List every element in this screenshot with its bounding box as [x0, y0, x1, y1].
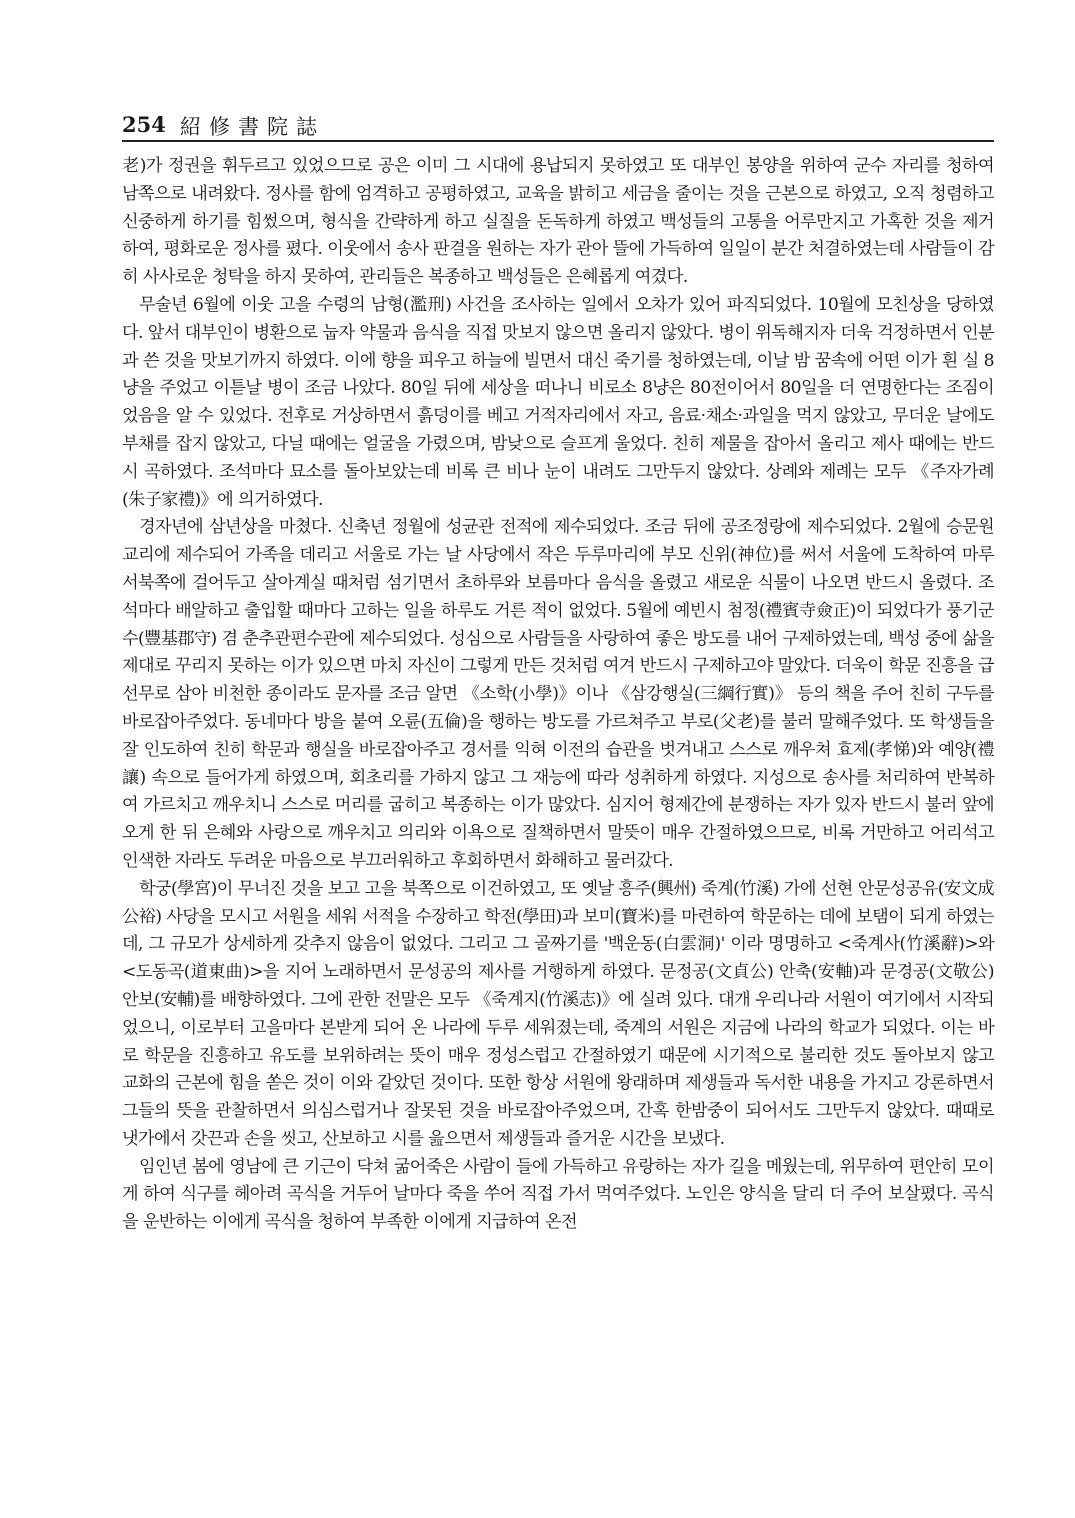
paragraph-continued: 老)가 정권을 휘두르고 있었으므로 공은 이미 그 시대에 용납되지 못하였고 또 대부인 봉양을 위하여 군수 자리를 청하여 남쪽으로 내려왔다. 정사를 함에 엄격하고 공평하였고, 교육을 밝히고 세금을 줄이는 것을 근본으로 하였고, 오직 청렴하고 신중하게 하기를 힘썼으며, 형식을 간략하게 하고 실질을 돈독하게 하였고 백성들의 고통을 어루만지고 가혹한 것을 제거하여, 평화로운 정사를 폈다. 이웃에서 송사 판결을 원하는 자가 관아 뜰에 가득하여 일일이 분간 처결하였는데 사람들이 감히 사사로운 청탁을 하지 못하여, 관리들은 복종하고 백성들은 은혜롭게 여겼다. — [122, 156, 994, 288]
paragraph: 경자년에 삼년상을 마쳤다. 신축년 정월에 성균관 전적에 제수되었다. 조금 뒤에 공조정랑에 제수되었다. 2월에 승문원 교리에 제수되어 가족을 데리고 서울로 가는 날 사당에서 작은 두루마리에 부모 신위(神位)를 써서 서울에 도착하여 마루 서북쪽에 걸어두고 살아계실 때처럼 섬기면서 초하루와 보름마다 음식을 올렸고 새로운 식물이 나오면 반드시 올렸다. 조석마다 배알하고 출입할 때마다 고하는 일을 하루도 거른 적이 없었다. 5월에 예빈시 첨정(禮賓寺僉正)이 되었다가 풍기군수(豐基郡守) 겸 춘추관편수관에 제수되었다. 성심으로 사람들을 사랑하여 좋은 방도를 내어 구제하였는데, 백성 중에 삶을 제대로 꾸리지 못하는 이가 있으면 마치 자신이 그렇게 만든 것처럼 여겨 반드시 구제하고야 말았다. 더욱이 학문 진흥을 급선무로 삼아 비천한 종이라도 문자를 조금 알면 《소학(小學)》이나 《삼강행실(三綱行實)》 등의 책을 주어 친히 구두를 바로잡아주었다. 동네마다 방을 붙여 오륜(五倫)을 행하는 방도를 가르쳐주고 부로(父老)를 불러 말해주었다. 또 학생들을 잘 인도하여 친히 학문과 행실을 바로잡아주고 경서를 익혀 이전의 습관을 벗겨내고 스스로 깨우쳐 효제(孝悌)와 예양(禮讓) 속으로 들어가게 하였으며, 회초리를 가하지 않고 그 재능에 따라 성취하게 하였다. 지성으로 송사를 처리하여 반복하여 가르치고 깨우치니 스스로 머리를 굽히고 복종하는 이가 많았다. 심지어 형제간에 분쟁하는 자가 있자 반드시 불러 앞에 오게 한 뒤 은혜와 사랑으로 깨우치고 의리와 이욕으로 질책하면서 말뜻이 매우 간절하였으므로, 비록 거만하고 어리석고 인색한 자라도 두려운 마음으로 부끄러워하고 후회하면서 화해하고 물러갔다. — [122, 517, 994, 871]
book-title: 紹修書院誌 — [180, 115, 325, 139]
running-header — [122, 110, 994, 142]
paragraph: 임인년 봄에 영남에 큰 기근이 닥쳐 굶어죽은 사람이 들에 가득하고 유랑하는 자가 길을 메웠는데, 위무하여 편안히 모이게 하여 식구를 헤아려 곡식을 거두어 날마다 죽을 쑤어 직접 가서 먹여주었다. 노인은 양식을 달리 더 주어 보살폈다. 곡식을 운반하는 이에게 곡식을 청하여 부족한 이에게 지급하여 온전 — [122, 1156, 994, 1233]
page-number: 254 — [122, 112, 166, 137]
paragraph: 학궁(學宮)이 무너진 것을 보고 고을 북쪽으로 이건하였고, 또 옛날 흥주(興州) 죽계(竹溪) 가에 선현 안문성공유(安文成公裕) 사당을 모시고 서원을 세워 서적을 수장하고 학전(學田)과 보미(寶米)를 마련하여 학문하는 데에 보탬이 되게 하였는데, 그 규모가 상세하게 갖추지 않음이 없었다. 그리고 그 골짜기를 '백운동(白雲洞)' 이라 명명하고 <죽계사(竹溪辭)>와 <도동곡(道東曲)>을 지어 노래하면서 문성공의 제사를 거행하게 하였다. 문정공(文貞公) 안축(安軸)과 문경공(文敬公) 안보(安輔)를 배향하였다. 그에 관한 전말은 모두 《죽계지(竹溪志)》에 실려 있다. 대개 우리나라 서원이 여기에서 시작되었으니, 이로부터 고을마다 본받게 되어 온 나라에 두루 세워졌는데, 죽계의 서원은 지금에 나라의 학교가 되었다. 이는 바로 학문을 진흥하고 유도를 보위하려는 뜻이 매우 정성스럽고 간절하였기 때문에 시기적으로 불리한 것도 돌아보지 않고 교화의 근본에 힘을 쏟은 것이 이와 같았던 것이다. 또한 항상 서원에 왕래하며 제생들과 독서한 내용을 가지고 강론하면서 그들의 뜻을 관찰하면서 의심스럽거나 잘못된 것을 바로잡아주었으며, 간혹 한밤중이 되어서도 그만두지 않았다. 때때로 냇가에서 갓끈과 손을 씻고, 산보하고 시를 읊으면서 제생들과 즐거운 시간을 보냈다. — [122, 878, 994, 1149]
paragraph: 무술년 6월에 이웃 고을 수령의 남형(濫刑) 사건을 조사하는 일에서 오차가 있어 파직되었다. 10월에 모친상을 당하였다. 앞서 대부인이 병환으로 눕자 약물과 음식을 직접 맛보지 않으면 올리지 않았다. 병이 위독해지자 더욱 걱정하면서 인분과 쓴 것을 맛보기까지 하였다. 이에 향을 피우고 하늘에 빌면서 대신 죽기를 청하였는데, 이날 밤 꿈속에 어떤 이가 흰 실 8냥을 주었고 이튿날 병이 조금 나았다. 80일 뒤에 세상을 떠나니 비로소 8냥은 80전이어서 80일을 더 연명한다는 조짐이었음을 알 수 있었다. 전후로 거상하면서 흙덩이를 베고 거적자리에서 자고, 음료·채소·과일을 먹지 않았고, 무더운 날에도 부채를 잡지 않았고, 다닐 때에는 얼굴을 가렸으며, 밤낮으로 슬프게 울었다. 친히 제물을 잡아서 올리고 제사 때에는 반드시 곡하였다. 조석마다 묘소를 돌아보았는데 비록 큰 비나 눈이 내려도 그만두지 않았다. 상례와 제례는 모두 《주자가례(朱子家禮)》에 의거하였다. — [122, 294, 994, 510]
body-text — [122, 153, 994, 1237]
